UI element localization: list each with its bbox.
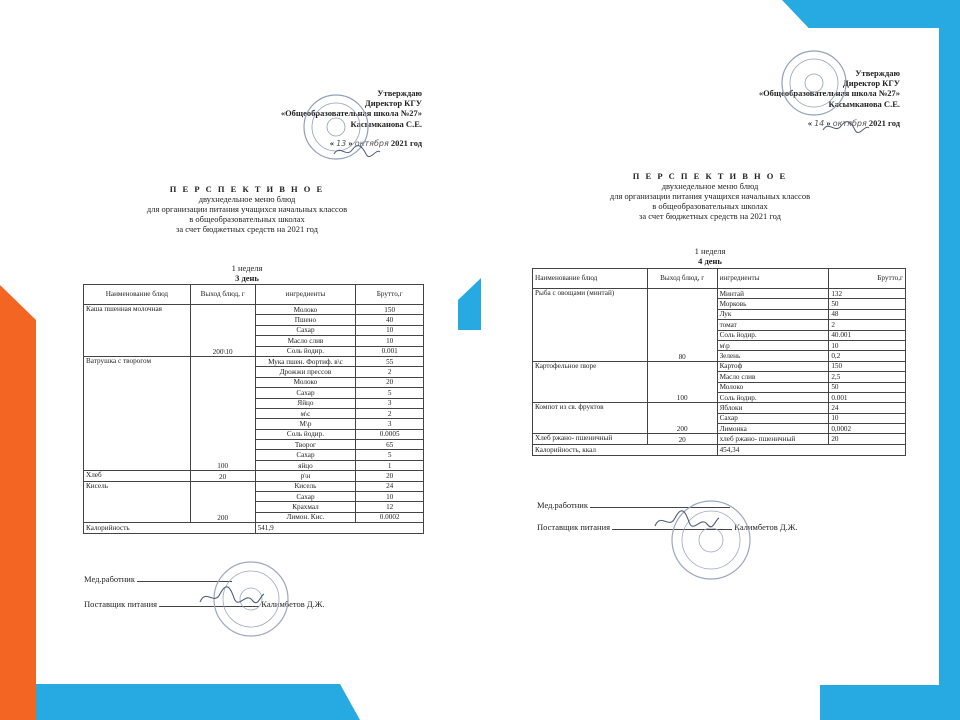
ingredient-brutto: 2,5 — [829, 372, 906, 382]
week-day-block — [481, 246, 939, 266]
ingredient-brutto: 2 — [829, 320, 906, 330]
calorie-label: Калорийность, ккал — [533, 444, 718, 455]
table-row — [533, 403, 906, 413]
ingredient-brutto: 50 — [829, 299, 906, 309]
ingredient-name: Сахар — [717, 413, 829, 423]
table-row — [84, 481, 424, 491]
approve-director-name: Касымканова С.Е. — [828, 98, 900, 109]
ingredient-name: Соль йодир. — [255, 346, 356, 356]
ingredient-brutto: 10 — [829, 413, 906, 423]
ingredient-name: Пшено — [255, 315, 356, 325]
approve-date-month: октября — [354, 138, 389, 148]
ingredient-brutto: 0.0002 — [356, 512, 424, 522]
ingredient-brutto: 2 — [356, 367, 424, 377]
ingredient-brutto: 48 — [829, 309, 906, 319]
ingredient-name: Соль йодир. — [717, 330, 829, 340]
ingredient-brutto: 50 — [829, 382, 906, 392]
ingredient-brutto: 0.001 — [829, 392, 906, 402]
ingredient-brutto: 24 — [829, 403, 906, 413]
header-ingredients: ингредиенты — [255, 285, 356, 305]
ingredient-brutto: 55 — [356, 356, 424, 366]
ingredient-name: Сахар — [255, 492, 356, 502]
ingredient-brutto: 132 — [829, 289, 906, 299]
ingredient-brutto: 150 — [829, 361, 906, 371]
med-worker-label: Мед.работник — [84, 574, 135, 584]
dish-output: 100 — [190, 356, 255, 470]
ingredient-name: хлеб ржано- пшеничный — [717, 434, 829, 444]
table-row — [533, 434, 906, 444]
ingredient-brutto: 40.001 — [829, 330, 906, 340]
dish-name: Хлеб — [84, 471, 191, 481]
ingredient-name: Кисель — [255, 481, 356, 491]
header-output: Выход блюд, г — [647, 269, 717, 289]
ingredient-name: Яйцо — [255, 398, 356, 408]
ingredient-brutto: 0.001 — [356, 346, 424, 356]
ingredient-brutto: 2 — [356, 408, 424, 418]
approve-date-day: 14 — [814, 118, 825, 128]
ingredient-name: Молоко — [255, 377, 356, 387]
dish-output: 100 — [647, 361, 717, 403]
ingredient-brutto: 10 — [356, 336, 424, 346]
ingredient-brutto: 10 — [356, 325, 424, 335]
approve-heading: Утверждаю — [855, 68, 900, 78]
header-output: Выход блюд, г — [190, 285, 255, 305]
week-label: 1 неделя — [231, 263, 263, 273]
ingredient-brutto: 10 — [829, 340, 906, 350]
official-stamp — [779, 48, 849, 118]
menu-table — [532, 268, 906, 456]
dish-output: 200 — [190, 481, 255, 523]
ingredient-brutto: 20 — [356, 471, 424, 481]
ingredient-name: Морковь — [717, 299, 829, 309]
ingredient-name: м\с — [255, 408, 356, 418]
approve-date-year: 2021 год — [390, 137, 422, 148]
supplier-signature — [651, 508, 721, 534]
ingredient-name: Сахар — [255, 388, 356, 398]
ingredient-brutto: 20 — [829, 434, 906, 444]
ingredient-name: Яблоки — [717, 403, 829, 413]
ingredient-name: Творог — [255, 440, 356, 450]
ingredient-name: Минтай — [717, 289, 829, 299]
menu-title-block: П Е Р С П Е К Т И В Н О Е двухнедельное меню блюд для организации питания учащихся начальных классов в общеобразовательных школах за счет бюджетных средств на 2021 год — [481, 171, 939, 221]
approve-director-name: Касымканова С.Е. — [350, 118, 422, 129]
ingredient-brutto: 3 — [356, 419, 424, 429]
calorie-value: 541,9 — [255, 523, 423, 534]
ingredient-name: Соль йодир. — [255, 429, 356, 439]
supplier-label: Поставщик питания — [537, 522, 611, 532]
approve-position: Директор КГУ — [364, 98, 422, 109]
menu-document-day-4 — [481, 28, 939, 685]
ingredient-brutto: 40 — [356, 315, 424, 325]
ingredient-name: Соль йодир. — [717, 392, 829, 402]
menu-title: П Е Р С П Е К Т И В Н О Е — [632, 171, 788, 181]
ingredient-name: томат — [717, 320, 829, 330]
ingredient-brutto: 150 — [356, 305, 424, 315]
ingredient-brutto: 0.0005 — [356, 429, 424, 439]
table-row — [533, 289, 906, 299]
ingredient-brutto: 0,0002 — [829, 424, 906, 434]
ingredient-name: М\р — [255, 419, 356, 429]
calorie-value: 454,34 — [717, 444, 905, 455]
approve-date: « 13 » октября 2021 год — [329, 137, 422, 148]
menu-title-block: П Е Р С П Е К Т И В Н О Е двухнедельное меню блюд для организации питания учащихся начальных классов в общеобразовательных школах за счет бюджетных средств на 2021 год — [36, 184, 458, 234]
approve-date: « 14 » октября 2021 год — [807, 117, 900, 128]
calorie-row — [533, 444, 906, 455]
day-label: 4 день — [698, 256, 722, 267]
header-brutto: Брутто,г — [356, 285, 424, 305]
approve-date-year: 2021 год — [868, 117, 900, 128]
table-row — [84, 305, 424, 315]
ingredient-brutto: 1 — [356, 460, 424, 470]
approve-date-month: октября — [832, 118, 867, 128]
director-signature — [332, 142, 382, 160]
med-worker-label: Мед.работник — [537, 500, 588, 510]
header-dish-name: Наименование блюд — [84, 285, 191, 305]
menu-table — [83, 284, 424, 534]
dish-output: 20 — [647, 434, 717, 444]
table-row — [533, 361, 906, 371]
week-day-block — [36, 263, 458, 283]
approve-heading: Утверждаю — [377, 88, 422, 98]
ingredient-brutto: 10 — [356, 492, 424, 502]
table-row — [84, 471, 424, 481]
dish-name: Ватрушка с творогом — [84, 356, 191, 470]
ingredient-brutto: 3 — [356, 398, 424, 408]
ingredient-name: Крахмал — [255, 502, 356, 512]
dish-name: Компот из св. фруктов — [533, 403, 648, 434]
ingredient-brutto: 0,2 — [829, 351, 906, 361]
dish-name: Кисель — [84, 481, 191, 523]
ingredient-name: Сахар — [255, 450, 356, 460]
table-row — [84, 356, 424, 366]
header-ingredients: ингредиенты — [717, 269, 829, 289]
dish-name: Хлеб ржано- пшеничный — [533, 434, 648, 444]
ingredient-name: Масло слив — [717, 372, 829, 382]
ingredient-name: Масло слив — [255, 336, 356, 346]
ingredient-name: р\н — [255, 471, 356, 481]
dish-output: 20 — [190, 471, 255, 481]
ingredient-name: Лук — [717, 309, 829, 319]
med-worker-signature-line — [84, 574, 232, 585]
week-label: 1 неделя — [694, 246, 726, 256]
supplier-name: Калимбетов Д.Ж. — [734, 522, 798, 532]
supplier-signature — [196, 584, 266, 610]
calorie-row — [84, 523, 424, 534]
director-signature — [821, 118, 871, 136]
ingredient-brutto: 5 — [356, 388, 424, 398]
ingredient-brutto: 12 — [356, 502, 424, 512]
ingredient-name: Сахар — [255, 325, 356, 335]
dish-output: 80 — [647, 289, 717, 362]
ingredient-name: Молоко — [255, 305, 356, 315]
dish-output: 200\10 — [190, 305, 255, 357]
menu-document-day-3 — [36, 44, 458, 684]
dish-name: Картофельное пюре — [533, 361, 648, 403]
ingredient-name: Картоф — [717, 361, 829, 371]
ingredient-name: Мука пшен. Фортиф. в\с — [255, 356, 356, 366]
dish-name: Рыба с овощами (минтай) — [533, 289, 648, 362]
ingredient-name: Дрожжи прессов — [255, 367, 356, 377]
approve-position: Директор КГУ — [842, 78, 900, 89]
ingredient-name: Лимонка — [717, 424, 829, 434]
approve-school: «Общеобразовательная школа №27» — [758, 88, 900, 99]
ingredient-brutto: 5 — [356, 450, 424, 460]
supplier-name: Калимбетов Д.Ж. — [261, 599, 325, 609]
ingredient-brutto: 24 — [356, 481, 424, 491]
menu-title: П Е Р С П Е К Т И В Н О Е — [169, 184, 325, 194]
header-dish-name: Наименование блюд — [533, 269, 648, 289]
ingredient-name: Зелень — [717, 351, 829, 361]
ingredient-name: яйцо — [255, 460, 356, 470]
ingredient-name: Молоко — [717, 382, 829, 392]
approve-date-day: 13 — [336, 138, 347, 148]
supplier-label: Поставщик питания — [84, 599, 158, 609]
ingredient-brutto: 65 — [356, 440, 424, 450]
ingredient-name: Лимон. Кис. — [255, 512, 356, 522]
header-brutto: Брутто,г — [829, 269, 906, 289]
dish-name: Каша пшенная молочная — [84, 305, 191, 357]
calorie-label: Калорийность — [84, 523, 256, 534]
ingredient-brutto: 20 — [356, 377, 424, 387]
approve-school: «Общеобразовательная школа №27» — [280, 108, 422, 119]
dish-output: 200 — [647, 403, 717, 434]
day-label: 3 день — [235, 273, 259, 284]
ingredient-name: м\р — [717, 340, 829, 350]
